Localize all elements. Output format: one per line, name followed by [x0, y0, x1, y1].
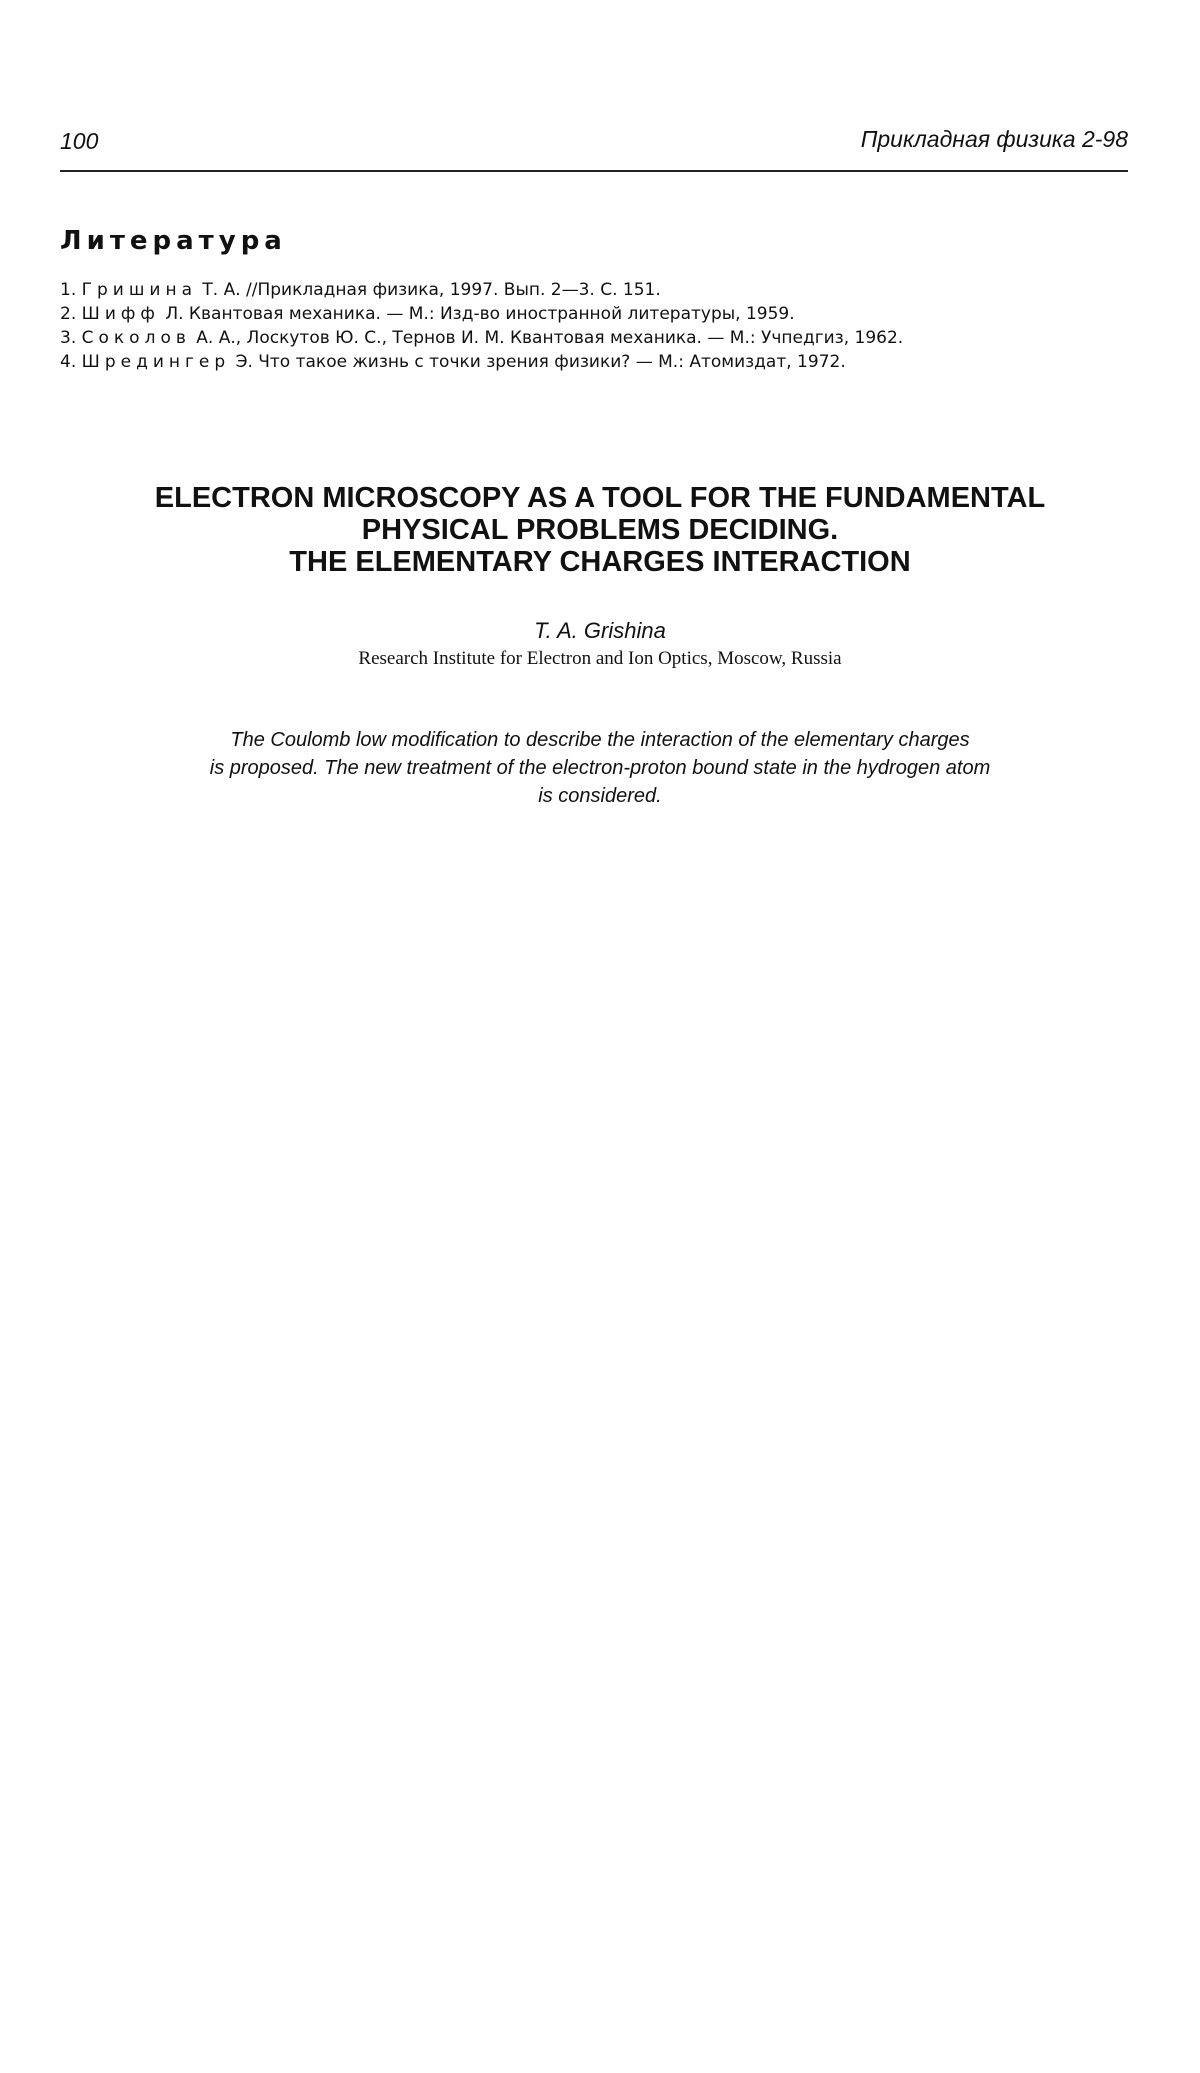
reference-details: Л. Квантовая механика. — М.: Изд-во иностранной литературы, 1959.: [159, 304, 795, 324]
running-title: Прикладная физика 2-98: [860, 126, 1128, 152]
article-title: [60, 482, 1140, 578]
abstract-line: The Coulomb low modification to describe the interaction of the elementary charges: [230, 729, 970, 751]
reference-author: Шифф: [81, 304, 160, 324]
reference-number: 2.: [60, 304, 77, 324]
reference-item: [60, 302, 1140, 326]
article-title-line: ELECTRON MICROSCOPY AS A TOOL FOR THE FUNDAMENTAL: [154, 482, 1046, 514]
article-title-line: PHYSICAL PROBLEMS DECIDING.: [361, 514, 839, 546]
reference-number: 4.: [60, 352, 77, 372]
reference-item: [60, 350, 1140, 374]
reference-number: 3.: [60, 328, 77, 348]
article-title-line: THE ELEMENTARY CHARGES INTERACTION: [289, 546, 911, 578]
reference-details: А. А., Лоскутов Ю. С., Тернов И. М. Квантовая механика. — М.: Учпедгиз, 1962.: [190, 328, 904, 348]
abstract-line: is considered.: [538, 785, 662, 807]
page-number: 100: [60, 128, 99, 154]
references-heading: Литература: [60, 226, 287, 256]
references-list: [60, 278, 1140, 374]
reference-details: Э. Что такое жизнь с точки зрения физики? — М.: Атомиздат, 1972.: [230, 352, 846, 372]
reference-item: [60, 326, 1140, 350]
abstract: [60, 726, 1140, 810]
reference-author: Гришина: [81, 280, 197, 300]
abstract-line: is proposed. The new treatment of the electron-proton bound state in the hydrogen atom: [209, 757, 991, 779]
header-rule: [60, 170, 1128, 172]
author-affiliation: Research Institute for Electron and Ion Optics, Moscow, Russia: [358, 648, 842, 669]
page-header: [60, 122, 1128, 162]
reference-details: Т. А. //Прикладная физика, 1997. Вып. 2—3. С. 151.: [196, 280, 661, 300]
reference-author: Шредингер: [81, 352, 231, 372]
reference-number: 1.: [60, 280, 77, 300]
article-author: T. A. Grishina: [534, 618, 666, 643]
reference-item: [60, 278, 1140, 302]
reference-author: Соколов: [81, 328, 191, 348]
